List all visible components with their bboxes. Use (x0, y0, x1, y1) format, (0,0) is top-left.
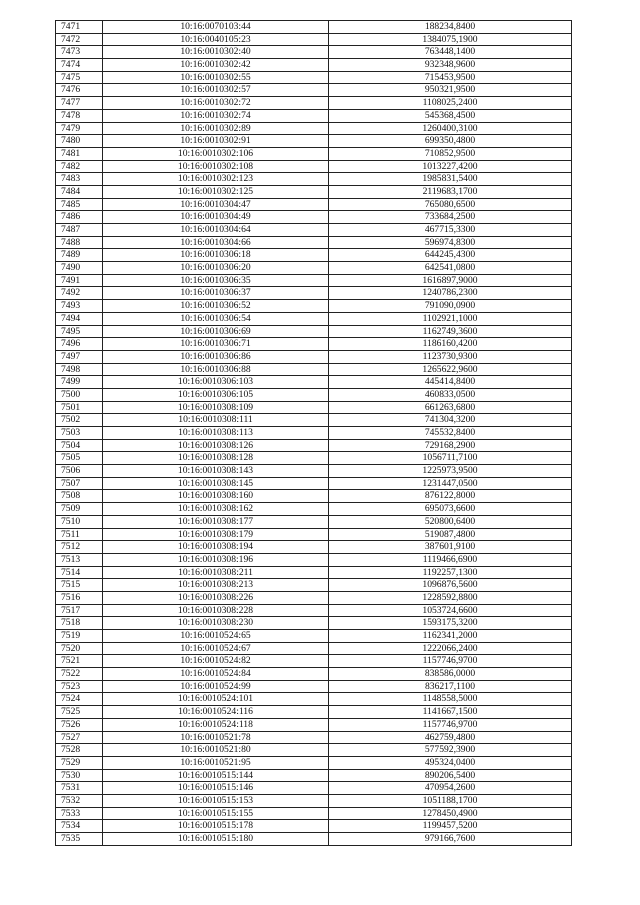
cadastral-value-cell: 577592,3900 (329, 744, 572, 757)
table-row (56, 655, 572, 668)
row-number-cell: 7485 (56, 198, 103, 211)
row-number-cell: 7515 (56, 579, 103, 592)
cadastral-number-cell: 10:16:0010308:126 (103, 439, 329, 452)
cadastral-value-cell: 729168,2900 (329, 439, 572, 452)
table-row (56, 668, 572, 681)
table-row (56, 198, 572, 211)
table-row (56, 617, 572, 630)
table-row (56, 21, 572, 34)
cadastral-number-cell: 10:16:0010308:230 (103, 617, 329, 630)
row-number-cell: 7507 (56, 477, 103, 490)
row-number-cell: 7509 (56, 503, 103, 516)
row-number-cell: 7535 (56, 833, 103, 846)
table-row (56, 224, 572, 237)
cadastral-value-cell: 1228592,8800 (329, 591, 572, 604)
row-number-cell: 7492 (56, 287, 103, 300)
table-row (56, 490, 572, 503)
table-row (56, 59, 572, 72)
cadastral-value-cell: 1593175,3200 (329, 617, 572, 630)
table-row (56, 477, 572, 490)
table-row (56, 401, 572, 414)
row-number-cell: 7524 (56, 693, 103, 706)
row-number-cell: 7497 (56, 350, 103, 363)
cadastral-value-cell: 715453,9500 (329, 71, 572, 84)
cadastral-value-cell: 1186160,4200 (329, 338, 572, 351)
cadastral-value-cell: 460833,0500 (329, 388, 572, 401)
row-number-cell: 7483 (56, 173, 103, 186)
cadastral-number-cell: 10:16:0010524:82 (103, 655, 329, 668)
cadastral-number-cell: 10:16:0010306:105 (103, 388, 329, 401)
cadastral-value-cell: 1013227,4200 (329, 160, 572, 173)
cadastral-value-cell: 1157746,9700 (329, 718, 572, 731)
cadastral-value-cell: 745532,8400 (329, 427, 572, 440)
cadastral-value-cell: 1108025,2400 (329, 97, 572, 110)
cadastral-value-cell: 1157746,9700 (329, 655, 572, 668)
cadastral-number-cell: 10:16:0010308:213 (103, 579, 329, 592)
cadastral-number-cell: 10:16:0010308:194 (103, 541, 329, 554)
cadastral-number-cell: 10:16:0010308:179 (103, 528, 329, 541)
cadastral-value-cell: 644245,4300 (329, 249, 572, 262)
row-number-cell: 7471 (56, 21, 103, 34)
row-number-cell: 7529 (56, 756, 103, 769)
row-number-cell: 7473 (56, 46, 103, 59)
table-row (56, 465, 572, 478)
table-row (56, 553, 572, 566)
cadastral-number-cell: 10:16:0010302:40 (103, 46, 329, 59)
cadastral-value-cell: 1278450,4900 (329, 807, 572, 820)
table-row (56, 591, 572, 604)
row-number-cell: 7488 (56, 236, 103, 249)
row-number-cell: 7505 (56, 452, 103, 465)
row-number-cell: 7476 (56, 84, 103, 97)
cadastral-value-cell: 1260400,3100 (329, 122, 572, 135)
cadastral-number-cell: 10:16:0010524:99 (103, 680, 329, 693)
cadastral-value-cell: 1384075,1900 (329, 33, 572, 46)
cadastral-number-cell: 10:16:0010515:155 (103, 807, 329, 820)
row-number-cell: 7521 (56, 655, 103, 668)
row-number-cell: 7526 (56, 718, 103, 731)
cadastral-number-cell: 10:16:0010306:18 (103, 249, 329, 262)
row-number-cell: 7477 (56, 97, 103, 110)
row-number-cell: 7475 (56, 71, 103, 84)
row-number-cell: 7511 (56, 528, 103, 541)
cadastral-number-cell: 10:16:0010302:57 (103, 84, 329, 97)
table-row (56, 97, 572, 110)
cadastral-number-cell: 10:16:0010306:54 (103, 312, 329, 325)
cadastral-number-cell: 10:16:0010521:78 (103, 731, 329, 744)
cadastral-number-cell: 10:16:0010302:72 (103, 97, 329, 110)
cadastral-value-cell: 520800,6400 (329, 515, 572, 528)
cadastral-value-cell: 2119683,1700 (329, 185, 572, 198)
cadastral-number-cell: 10:16:0010302:125 (103, 185, 329, 198)
cadastral-number-cell: 10:16:0010306:37 (103, 287, 329, 300)
cadastral-value-cell: 838586,0000 (329, 668, 572, 681)
row-number-cell: 7516 (56, 591, 103, 604)
row-number-cell: 7504 (56, 439, 103, 452)
cadastral-value-cell: 470954,2600 (329, 782, 572, 795)
row-number-cell: 7484 (56, 185, 103, 198)
cadastral-value-cell: 791090,0900 (329, 300, 572, 313)
cadastral-value-cell: 467715,3300 (329, 224, 572, 237)
table-row (56, 731, 572, 744)
table-row (56, 782, 572, 795)
cadastral-number-cell: 10:16:0010302:74 (103, 109, 329, 122)
row-number-cell: 7506 (56, 465, 103, 478)
table-row (56, 706, 572, 719)
cadastral-number-cell: 10:16:0010302:42 (103, 59, 329, 72)
cadastral-value-cell: 699350,4800 (329, 135, 572, 148)
cadastral-value-cell: 765080,6500 (329, 198, 572, 211)
row-number-cell: 7528 (56, 744, 103, 757)
table-row (56, 46, 572, 59)
cadastral-number-cell: 10:16:0010306:88 (103, 363, 329, 376)
cadastral-value-cell: 741304,3200 (329, 414, 572, 427)
table-row (56, 287, 572, 300)
table-body (56, 21, 572, 846)
cadastral-value-cell: 932348,9600 (329, 59, 572, 72)
cadastral-number-cell: 10:16:0010515:178 (103, 820, 329, 833)
table-row (56, 185, 572, 198)
table-row (56, 173, 572, 186)
cadastral-number-cell: 10:16:0010308:228 (103, 604, 329, 617)
table-row (56, 566, 572, 579)
cadastral-number-cell: 10:16:0010306:69 (103, 325, 329, 338)
row-number-cell: 7532 (56, 794, 103, 807)
table-row (56, 160, 572, 173)
cadastral-number-cell: 10:16:0010302:123 (103, 173, 329, 186)
cadastral-value-cell: 763448,1400 (329, 46, 572, 59)
row-number-cell: 7533 (56, 807, 103, 820)
cadastral-value-cell: 1162749,3600 (329, 325, 572, 338)
cadastral-number-cell: 10:16:0010524:65 (103, 630, 329, 643)
row-number-cell: 7479 (56, 122, 103, 135)
row-number-cell: 7495 (56, 325, 103, 338)
table-row (56, 693, 572, 706)
table-row (56, 363, 572, 376)
row-number-cell: 7487 (56, 224, 103, 237)
cadastral-value-cell: 695073,6600 (329, 503, 572, 516)
table-row (56, 630, 572, 643)
cadastral-number-cell: 10:16:0010306:71 (103, 338, 329, 351)
cadastral-number-cell: 10:16:0010308:226 (103, 591, 329, 604)
table-row (56, 33, 572, 46)
row-number-cell: 7518 (56, 617, 103, 630)
table-row (56, 579, 572, 592)
table-row (56, 147, 572, 160)
row-number-cell: 7503 (56, 427, 103, 440)
row-number-cell: 7481 (56, 147, 103, 160)
cadastral-number-cell: 10:16:0070103:44 (103, 21, 329, 34)
cadastral-number-cell: 10:16:0010302:106 (103, 147, 329, 160)
cadastral-number-cell: 10:16:0010521:95 (103, 756, 329, 769)
cadastral-value-cell: 1148558,5000 (329, 693, 572, 706)
cadastral-value-cell: 979166,7600 (329, 833, 572, 846)
cadastral-number-cell: 10:16:0010308:109 (103, 401, 329, 414)
table-row (56, 376, 572, 389)
cadastral-value-cell: 836217,1100 (329, 680, 572, 693)
cadastral-value-cell: 1119466,6900 (329, 553, 572, 566)
table-row (56, 439, 572, 452)
cadastral-value-cell: 387601,9100 (329, 541, 572, 554)
cadastral-number-cell: 10:16:0010524:101 (103, 693, 329, 706)
cadastral-value-cell: 876122,8000 (329, 490, 572, 503)
table-row (56, 794, 572, 807)
cadastral-number-cell: 10:16:0010308:143 (103, 465, 329, 478)
cadastral-value-cell: 1265622,9600 (329, 363, 572, 376)
row-number-cell: 7517 (56, 604, 103, 617)
cadastral-number-cell: 10:16:0010308:177 (103, 515, 329, 528)
cadastral-value-cell: 733684,2500 (329, 211, 572, 224)
row-number-cell: 7527 (56, 731, 103, 744)
cadastral-number-cell: 10:16:0010515:146 (103, 782, 329, 795)
cadastral-value-cell: 1162341,2000 (329, 630, 572, 643)
cadastral-value-cell: 642541,0800 (329, 262, 572, 275)
cadastral-number-cell: 10:16:0010306:52 (103, 300, 329, 313)
table-row (56, 274, 572, 287)
table-row (56, 350, 572, 363)
table-row (56, 452, 572, 465)
cadastral-number-cell: 10:16:0010306:20 (103, 262, 329, 275)
cadastral-value-cell: 1616897,9000 (329, 274, 572, 287)
row-number-cell: 7501 (56, 401, 103, 414)
cadastral-number-cell: 10:16:0010302:108 (103, 160, 329, 173)
row-number-cell: 7472 (56, 33, 103, 46)
cadastral-value-cell: 1056711,7100 (329, 452, 572, 465)
cadastral-number-cell: 10:16:0010308:196 (103, 553, 329, 566)
cadastral-value-cell: 710852,9500 (329, 147, 572, 160)
table-row (56, 541, 572, 554)
row-number-cell: 7502 (56, 414, 103, 427)
table-row (56, 414, 572, 427)
row-number-cell: 7525 (56, 706, 103, 719)
row-number-cell: 7512 (56, 541, 103, 554)
cadastral-value-cell: 445414,8400 (329, 376, 572, 389)
table-row (56, 71, 572, 84)
cadastral-number-cell: 10:16:0010308:111 (103, 414, 329, 427)
cadastral-number-cell: 10:16:0010308:113 (103, 427, 329, 440)
row-number-cell: 7489 (56, 249, 103, 262)
row-number-cell: 7520 (56, 642, 103, 655)
table-row (56, 820, 572, 833)
cadastral-value-cell: 188234,8400 (329, 21, 572, 34)
cadastral-value-cell: 462759,4800 (329, 731, 572, 744)
cadastral-number-cell: 10:16:0010515:153 (103, 794, 329, 807)
row-number-cell: 7510 (56, 515, 103, 528)
table-row (56, 338, 572, 351)
table-row (56, 388, 572, 401)
cadastral-number-cell: 10:16:0010304:66 (103, 236, 329, 249)
cadastral-number-cell: 10:16:0010524:116 (103, 706, 329, 719)
table-row (56, 528, 572, 541)
cadastral-number-cell: 10:16:0010308:211 (103, 566, 329, 579)
cadastral-value-cell: 1199457,5200 (329, 820, 572, 833)
cadastral-value-cell: 1102921,1000 (329, 312, 572, 325)
cadastral-value-cell: 950321,9500 (329, 84, 572, 97)
table-row (56, 807, 572, 820)
table-row (56, 84, 572, 97)
row-number-cell: 7530 (56, 769, 103, 782)
row-number-cell: 7474 (56, 59, 103, 72)
cadastral-number-cell: 10:16:0010304:64 (103, 224, 329, 237)
cadastral-number-cell: 10:16:0040105:23 (103, 33, 329, 46)
cadastral-value-cell: 1231447,0500 (329, 477, 572, 490)
row-number-cell: 7534 (56, 820, 103, 833)
table-row (56, 211, 572, 224)
row-number-cell: 7482 (56, 160, 103, 173)
cadastral-value-cell: 1225973,9500 (329, 465, 572, 478)
row-number-cell: 7496 (56, 338, 103, 351)
cadastral-number-cell: 10:16:0010524:67 (103, 642, 329, 655)
cadastral-number-cell: 10:16:0010302:91 (103, 135, 329, 148)
table-row (56, 325, 572, 338)
table-row (56, 604, 572, 617)
cadastral-value-cell: 661263,6800 (329, 401, 572, 414)
table-row (56, 503, 572, 516)
cadastral-value-cell: 495324,0400 (329, 756, 572, 769)
cadastral-number-cell: 10:16:0010304:49 (103, 211, 329, 224)
row-number-cell: 7508 (56, 490, 103, 503)
row-number-cell: 7480 (56, 135, 103, 148)
cadastral-number-cell: 10:16:0010304:47 (103, 198, 329, 211)
cadastral-number-cell: 10:16:0010515:144 (103, 769, 329, 782)
cadastral-value-cell: 1141667,1500 (329, 706, 572, 719)
cadastral-value-cell: 1985831,5400 (329, 173, 572, 186)
row-number-cell: 7500 (56, 388, 103, 401)
cadastral-number-cell: 10:16:0010302:89 (103, 122, 329, 135)
table-row (56, 515, 572, 528)
cadastral-value-cell: 596974,8300 (329, 236, 572, 249)
cadastral-number-cell: 10:16:0010306:35 (103, 274, 329, 287)
row-number-cell: 7499 (56, 376, 103, 389)
cadastral-number-cell: 10:16:0010524:118 (103, 718, 329, 731)
row-number-cell: 7493 (56, 300, 103, 313)
cadastral-value-cell: 890206,5400 (329, 769, 572, 782)
cadastral-value-cell: 1222066,2400 (329, 642, 572, 655)
table-row (56, 236, 572, 249)
row-number-cell: 7478 (56, 109, 103, 122)
table-row (56, 769, 572, 782)
row-number-cell: 7494 (56, 312, 103, 325)
cadastral-number-cell: 10:16:0010308:162 (103, 503, 329, 516)
table-row (56, 642, 572, 655)
cadastral-value-cell: 1051188,1700 (329, 794, 572, 807)
cadastral-value-cell: 1096876,5600 (329, 579, 572, 592)
table-row (56, 718, 572, 731)
table-row (56, 427, 572, 440)
cadastral-number-cell: 10:16:0010308:128 (103, 452, 329, 465)
row-number-cell: 7519 (56, 630, 103, 643)
row-number-cell: 7531 (56, 782, 103, 795)
row-number-cell: 7498 (56, 363, 103, 376)
table-row (56, 680, 572, 693)
table-row (56, 756, 572, 769)
cadastral-value-table (55, 20, 572, 846)
cadastral-value-cell: 1192257,1300 (329, 566, 572, 579)
cadastral-value-cell: 519087,4800 (329, 528, 572, 541)
row-number-cell: 7523 (56, 680, 103, 693)
cadastral-number-cell: 10:16:0010515:180 (103, 833, 329, 846)
row-number-cell: 7486 (56, 211, 103, 224)
cadastral-value-cell: 1123730,9300 (329, 350, 572, 363)
table-row (56, 122, 572, 135)
table-row (56, 833, 572, 846)
cadastral-number-cell: 10:16:0010306:103 (103, 376, 329, 389)
table-row (56, 744, 572, 757)
cadastral-number-cell: 10:16:0010302:55 (103, 71, 329, 84)
table-row (56, 249, 572, 262)
row-number-cell: 7514 (56, 566, 103, 579)
table-row (56, 300, 572, 313)
cadastral-number-cell: 10:16:0010521:80 (103, 744, 329, 757)
row-number-cell: 7491 (56, 274, 103, 287)
cadastral-number-cell: 10:16:0010306:86 (103, 350, 329, 363)
cadastral-value-cell: 545368,4500 (329, 109, 572, 122)
cadastral-value-cell: 1240786,2300 (329, 287, 572, 300)
row-number-cell: 7522 (56, 668, 103, 681)
table-row (56, 135, 572, 148)
cadastral-number-cell: 10:16:0010524:84 (103, 668, 329, 681)
cadastral-number-cell: 10:16:0010308:145 (103, 477, 329, 490)
table-row (56, 109, 572, 122)
row-number-cell: 7513 (56, 553, 103, 566)
table-row (56, 312, 572, 325)
table-row (56, 262, 572, 275)
cadastral-value-cell: 1053724,6600 (329, 604, 572, 617)
row-number-cell: 7490 (56, 262, 103, 275)
cadastral-number-cell: 10:16:0010308:160 (103, 490, 329, 503)
